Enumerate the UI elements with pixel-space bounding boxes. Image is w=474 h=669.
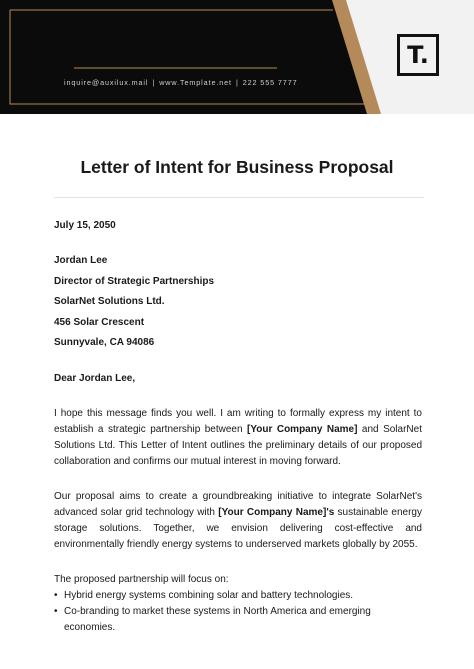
list-item: • Co-branding to market these systems in North America and emerging economies. [54,604,422,636]
recipient-position: Director of Strategic Partnerships [54,275,215,287]
recipient-name: Jordan Lee [54,255,108,266]
paragraph-proposal [54,489,422,553]
company-placeholder: [Your Company Name]'s [218,507,335,518]
focus-intro: The proposed partnership will focus on: [54,574,229,585]
dark-band [0,0,367,114]
list-item: • Hybrid energy systems combining solar and battery technologies. [54,588,422,604]
contact-email[interactable]: inquire@auxilux.mail [64,78,149,87]
letter-title: Letter of Intent for Business Proposal [80,157,394,177]
contact-separator: | [152,78,156,87]
letterhead [0,0,474,114]
paragraph-intro-text-a: I hope this message finds you well. I am writing to formally express my intent to establish a strategic partnership between [54,408,422,435]
paragraph-proposal-text-b: sustainable energy storage solutions. Together, we envision delivering cost-effective and environmentally friendly energy systems to underserved markets globally by 2055. [54,507,422,550]
recipient-city: Sunnyvale, CA 94086 [54,337,155,348]
salutation: Dear Jordan Lee, [54,373,136,384]
recipient-block [54,253,422,356]
company-placeholder: [Your Company Name] [247,424,358,435]
paragraph-proposal-text-a: Our proposal aims to create a groundbreaking initiative to integrate SolarNet's advanced solar grid technology with [54,491,422,518]
focus-list [54,588,422,636]
recipient-street: 456 Solar Crescent [54,316,145,328]
company-logo [397,34,439,76]
contact-website[interactable]: www.Template.net [159,78,232,87]
recipient-company: SolarNet Solutions Ltd. [54,296,165,307]
paragraph-intro [54,406,422,470]
contact-phone: 222 555 7777 [242,78,298,87]
paragraph-intro-text-b: and SolarNet Solutions Ltd. This Letter of Intent outlines the preliminary details of our proposed collaboration and confirms our mutual interest in moving forward. [54,424,422,467]
contact-separator: | [235,78,239,87]
logo-text: T. [407,41,429,69]
contact-line [64,78,298,87]
letter-date: July 15, 2050 [54,220,116,231]
title-divider [54,197,424,198]
